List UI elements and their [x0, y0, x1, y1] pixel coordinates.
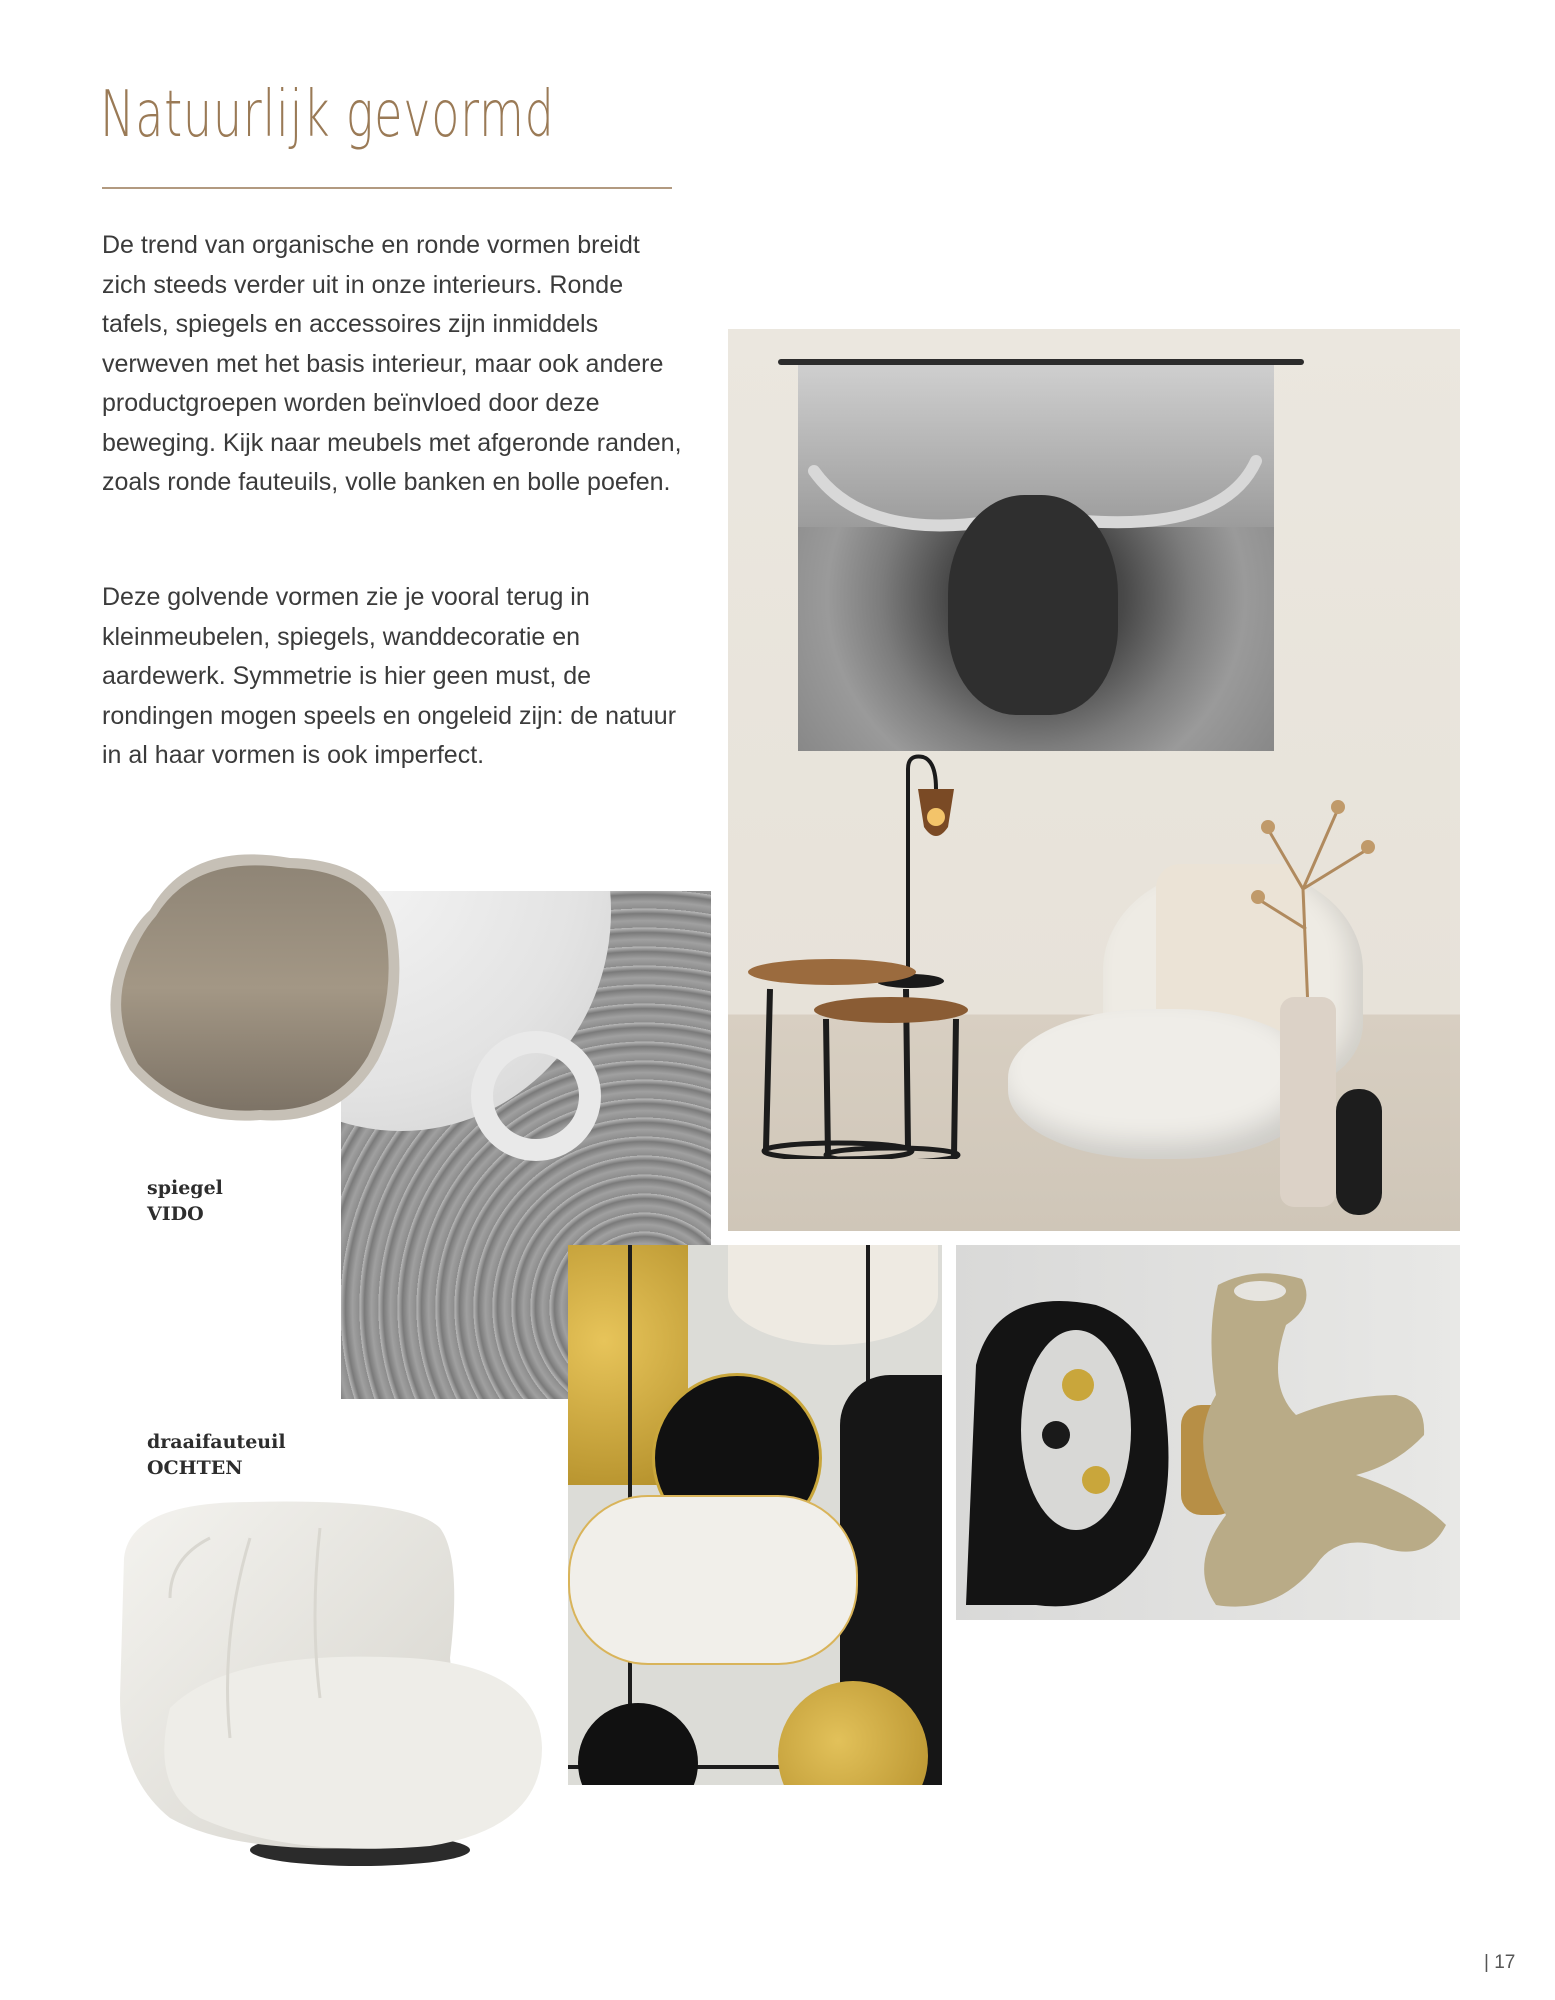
title-divider [102, 187, 672, 189]
black-vase [1336, 1089, 1382, 1215]
living-room-photo [728, 329, 1460, 1231]
dried-flowers [1248, 769, 1378, 1009]
second-paragraph: Deze golvende vormen zie je vooral terug in kleinmeubelen, spiegels, wanddecoratie en aardewerk. Symmetrie is hier geen must, de rondingen mogen speels en ongeleid zijn: de natuur in al haar vormen is ook imperfect. [102, 583, 677, 769]
ceramic-vase [1280, 997, 1336, 1207]
page-title: Natuurlijk gevormd [100, 78, 555, 152]
wall-decor-photo [568, 1245, 942, 1785]
table-lamp [878, 749, 958, 989]
rug-loop [471, 1031, 601, 1161]
intro-paragraph: De trend van organische en ronde vormen breidt zich steeds verder uit in onze interieurs. Ronde tafels, spiegels en accessoires zijn inmiddels verweven met het basis interieur, maar ook andere productgroepen worden beïnvloed door deze beweging. Kijk naar meubels met afgeronde randen, zoals ronde fauteuils, volle banken en bolle poefen. [102, 231, 682, 496]
armchair-seat [1008, 1009, 1318, 1159]
mirror-caption-type: spiegel [147, 1177, 223, 1199]
nesting-table-large [748, 959, 916, 985]
mirror-caption-name: VIDO [147, 1203, 204, 1225]
armchair-caption-type: draaifauteuil [147, 1431, 286, 1453]
mirror-caption [147, 1175, 223, 1227]
abstract-sculptures [956, 1245, 1460, 1620]
mirror-vido-image [110, 850, 400, 1130]
page-number: | 17 [1484, 1952, 1516, 1973]
highland-cow-canvas [798, 365, 1274, 751]
nesting-table-small [814, 997, 968, 1023]
sculpture-photo [956, 1245, 1460, 1620]
cow-head [948, 495, 1118, 715]
armchair-ochten-image [110, 1498, 550, 1883]
armchair-caption-name: OCHTEN [147, 1457, 243, 1479]
armchair-caption [147, 1429, 286, 1481]
